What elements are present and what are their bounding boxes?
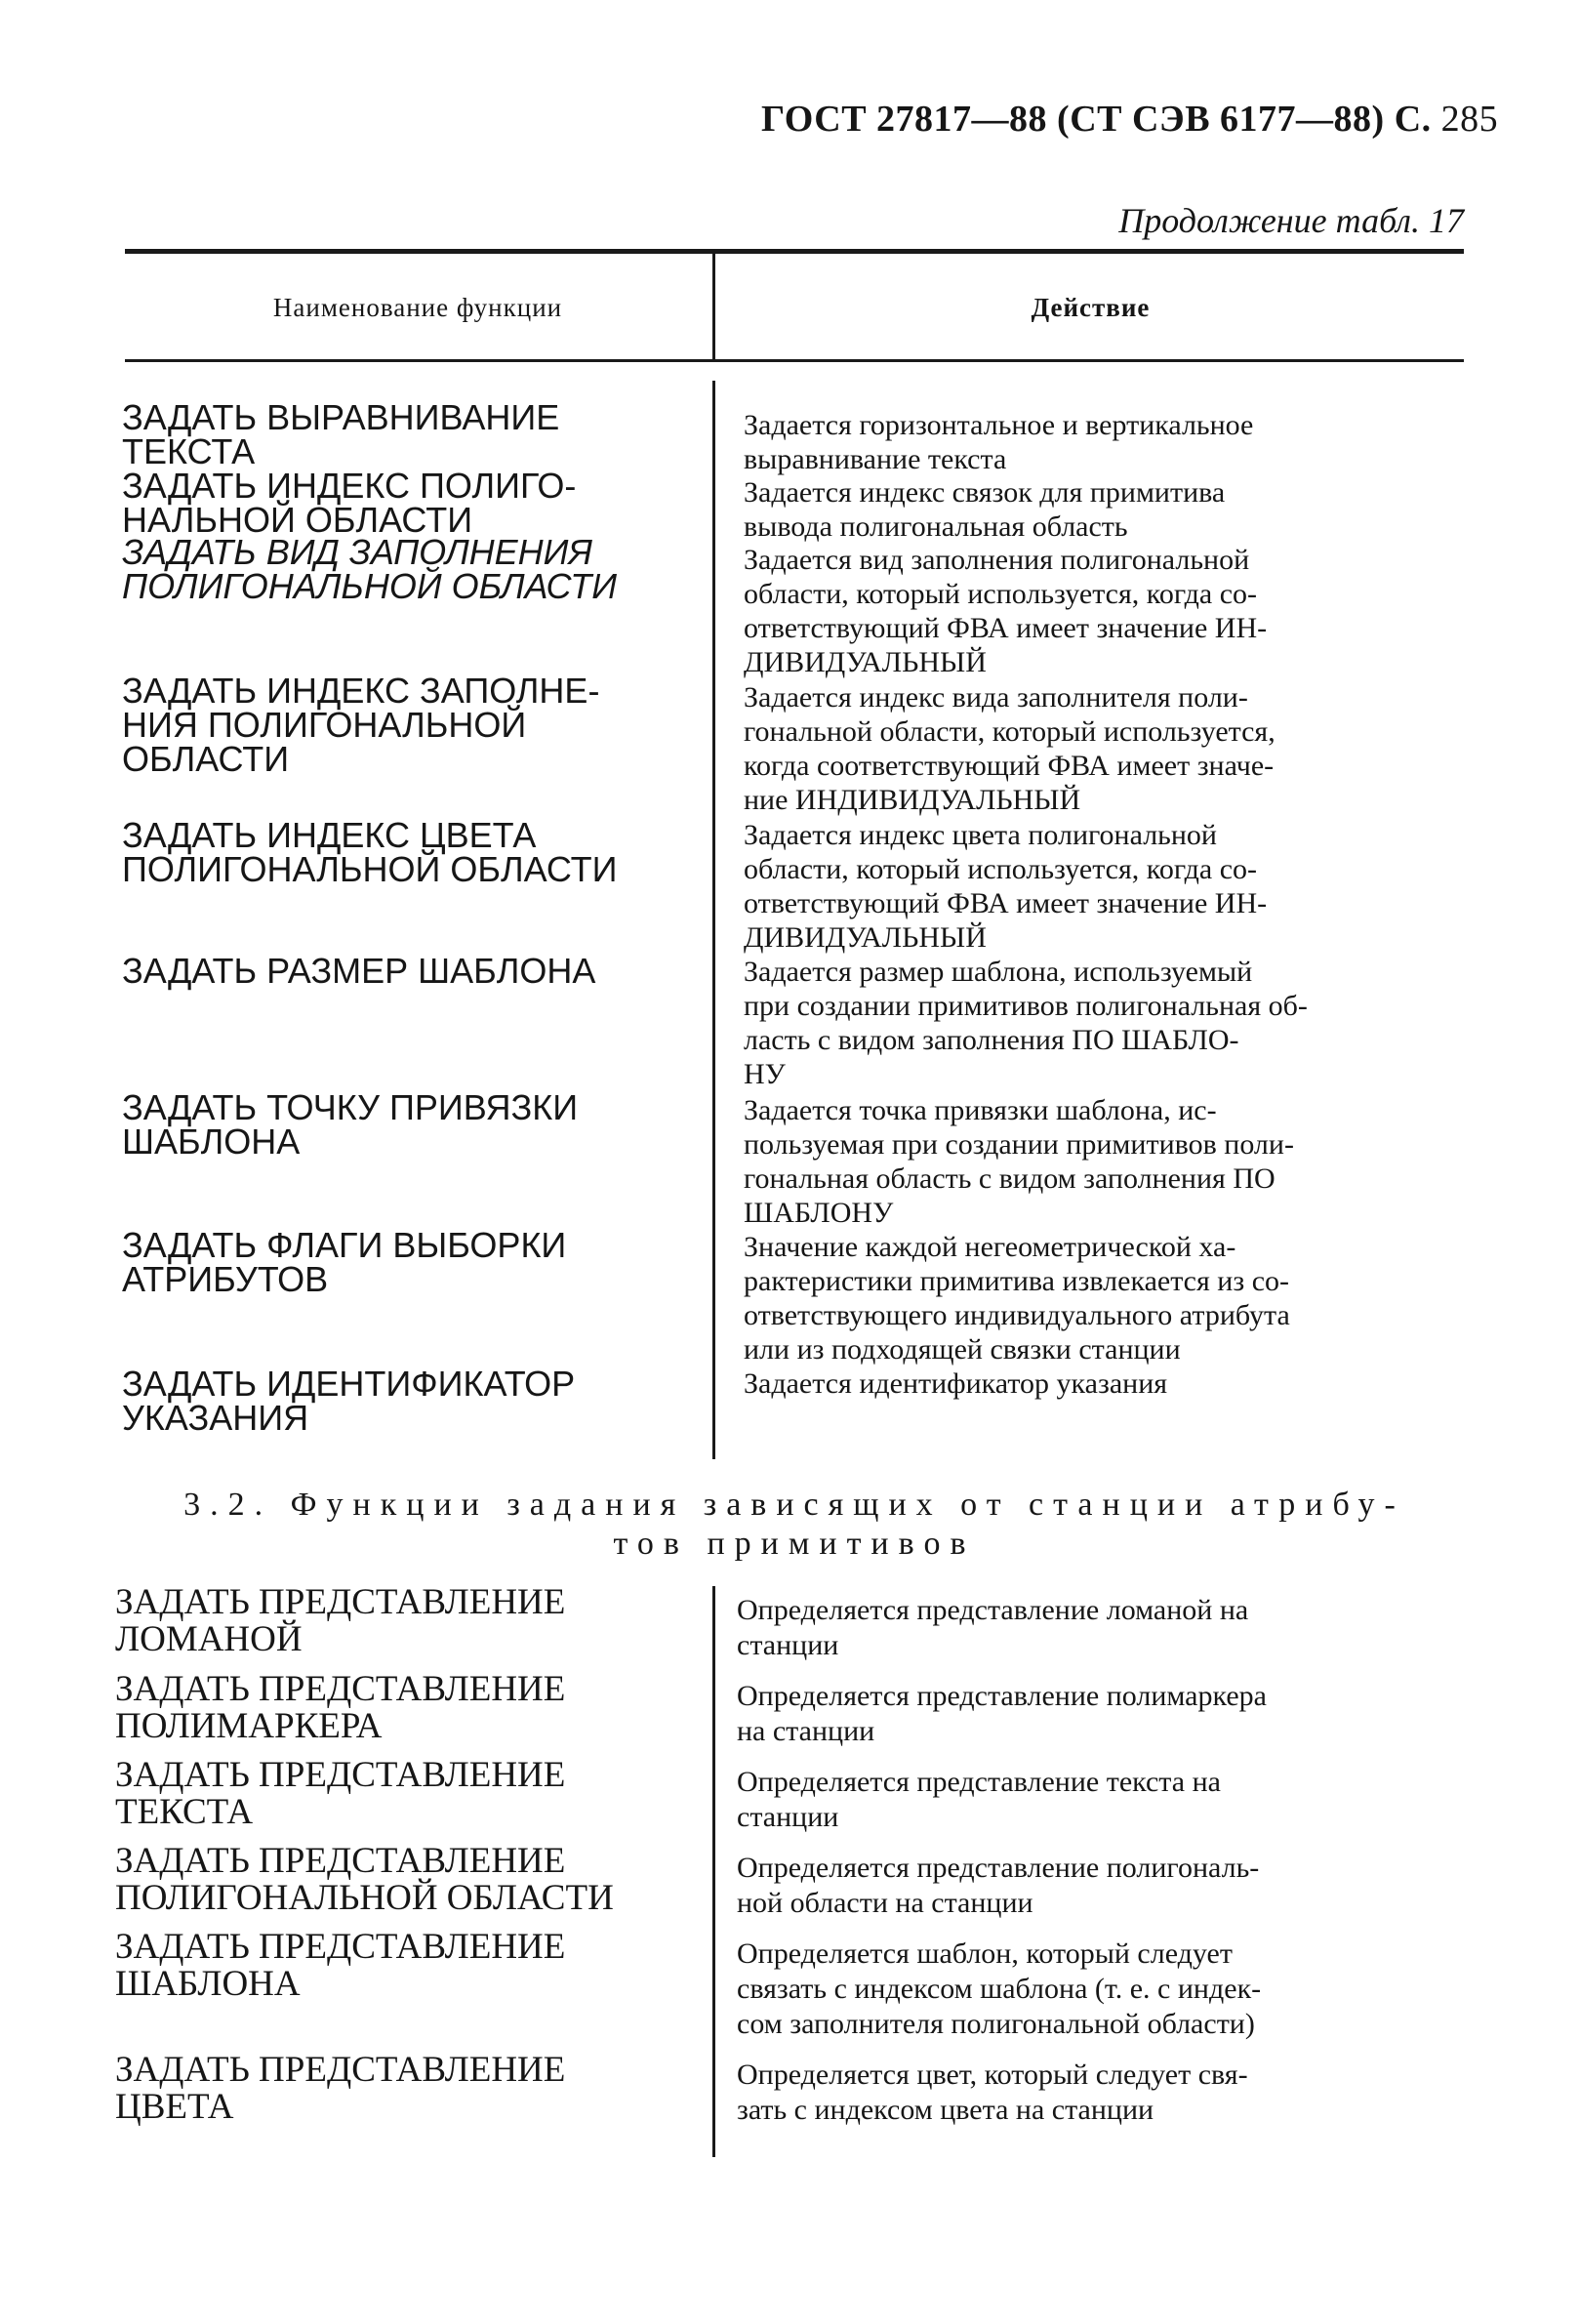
function-name: ЗАДАТЬ ФЛАГИ ВЫБОРКИ АТРИБУТОВ — [122, 1225, 567, 1299]
section-heading-line2: тов примитивов — [613, 1526, 976, 1562]
function-action: Определяется представление ломаной на станции — [737, 1594, 1249, 1661]
function-action: Определяется представление текста на станции — [737, 1766, 1221, 1833]
function-action: Определяется представление полигональ- ной области на станции — [737, 1852, 1260, 1919]
page-number: 285 — [1440, 99, 1499, 140]
function-name: ЗАДАТЬ РАЗМЕР ШАБЛОНА — [122, 951, 596, 991]
table2-column-divider — [712, 1586, 715, 2157]
function-name: ЗАДАТЬ ВИД ЗАПОЛНЕНИЯ ПОЛИГОНАЛЬНОЙ ОБЛАСТИ — [122, 532, 618, 606]
function-name: ЗАДАТЬ ИНДЕКС ЦВЕТА ПОЛИГОНАЛЬНОЙ ОБЛАСТИ — [122, 815, 618, 889]
function-action: Задается индекс вида заполнителя поли- гональной области, который используется, когда соответствующий ФВА имеет значе- ние ИНДИВИДУАЛЬНЫЙ — [744, 681, 1275, 816]
function-action: Задается размер шаблона, используемый при создании примитивов полигональная об- ласть с видом заполнения ПО ШАБЛО- НУ — [744, 956, 1308, 1090]
function-action: Задается идентификатор указания — [744, 1367, 1168, 1400]
function-name: ЗАДАТЬ ИНДЕКС ЗАПОЛНЕ- НИЯ ПОЛИГОНАЛЬНОЙ ОБЛАСТИ — [122, 671, 600, 779]
table-continuation-label: Продолжение табл. 17 — [1118, 201, 1464, 240]
function-name: ЗАДАТЬ ПРЕДСТАВЛЕНИЕ ЦВЕТА — [115, 2050, 566, 2127]
function-name: ЗАДАТЬ ИНДЕКС ПОЛИГО- НАЛЬНОЙ ОБЛАСТИ — [122, 466, 577, 540]
function-action: Определяется шаблон, который следует связать с индексом шаблона (т. е. с индек- сом заполнителя полигональной области) — [737, 1937, 1262, 2040]
header-column-divider — [712, 252, 715, 359]
table1-column-divider — [712, 381, 715, 1459]
function-action: Значение каждой негеометрической ха- рактеристики примитива извлекается из со- ответствующего индивидуального атрибута или из подходящей связки станции — [744, 1231, 1290, 1366]
function-action: Задается индекс связок для примитива вывода полигональная область — [744, 476, 1226, 543]
function-name: ЗАДАТЬ ПРЕДСТАВЛЕНИЕ ПОЛИМАРКЕРА — [115, 1669, 566, 1746]
function-action: Задается индекс цвета полигональной области, который используется, когда со- ответствующий ФВА имеет значение ИН- ДИВИДУАЛЬНЫЙ — [744, 819, 1268, 954]
function-name: ЗАДАТЬ ПРЕДСТАВЛЕНИЕ ПОЛИГОНАЛЬНОЙ ОБЛАСТИ — [115, 1841, 614, 1918]
function-action: Задается точка привязки шаблона, ис- пользуемая при создании примитивов поли- гональная область с видом заполнения ПО ШАБЛОНУ — [744, 1094, 1294, 1229]
table-header-rule — [125, 359, 1464, 362]
function-action: Определяется представление полимаркера на станции — [737, 1680, 1267, 1747]
column-header-action: Действие — [1031, 293, 1151, 322]
function-name: ЗАДАТЬ ТОЧКУ ПРИВЯЗКИ ШАБЛОНА — [122, 1087, 579, 1162]
page-header — [761, 98, 1499, 141]
table-top-rule — [125, 249, 1464, 254]
section-heading-line1: 3.2. Функции задания зависящих от станции атрибу- — [183, 1487, 1405, 1523]
function-name: ЗАДАТЬ ПРЕДСТАВЛЕНИЕ ШАБЛОНА — [115, 1927, 566, 2004]
section-heading — [125, 1486, 1464, 1564]
column-header-name: Наименование функции — [272, 293, 563, 322]
function-action: Определяется цвет, который следует свя- зать с индексом цвета на станции — [737, 2059, 1248, 2126]
function-name: ЗАДАТЬ ПРЕДСТАВЛЕНИЕ ТЕКСТА — [115, 1755, 566, 1832]
function-action: Задается вид заполнения полигональной области, который используется, когда со- ответствующий ФВА имеет значение ИН- ДИВИДУАЛЬНЫЙ — [744, 544, 1268, 678]
function-name: ЗАДАТЬ ПРЕДСТАВЛЕНИЕ ЛОМАНОЙ — [115, 1582, 566, 1659]
function-name: ЗАДАТЬ ИДЕНТИФИКАТОР УКАЗАНИЯ — [122, 1364, 576, 1438]
standard-designation: ГОСТ 27817—88 (СТ СЭВ 6177—88) С. — [761, 99, 1432, 140]
function-name: ЗАДАТЬ ВЫРАВНИВАНИЕ ТЕКСТА — [122, 397, 560, 471]
function-action: Задается горизонтальное и вертикальное выравнивание текста — [744, 409, 1254, 475]
